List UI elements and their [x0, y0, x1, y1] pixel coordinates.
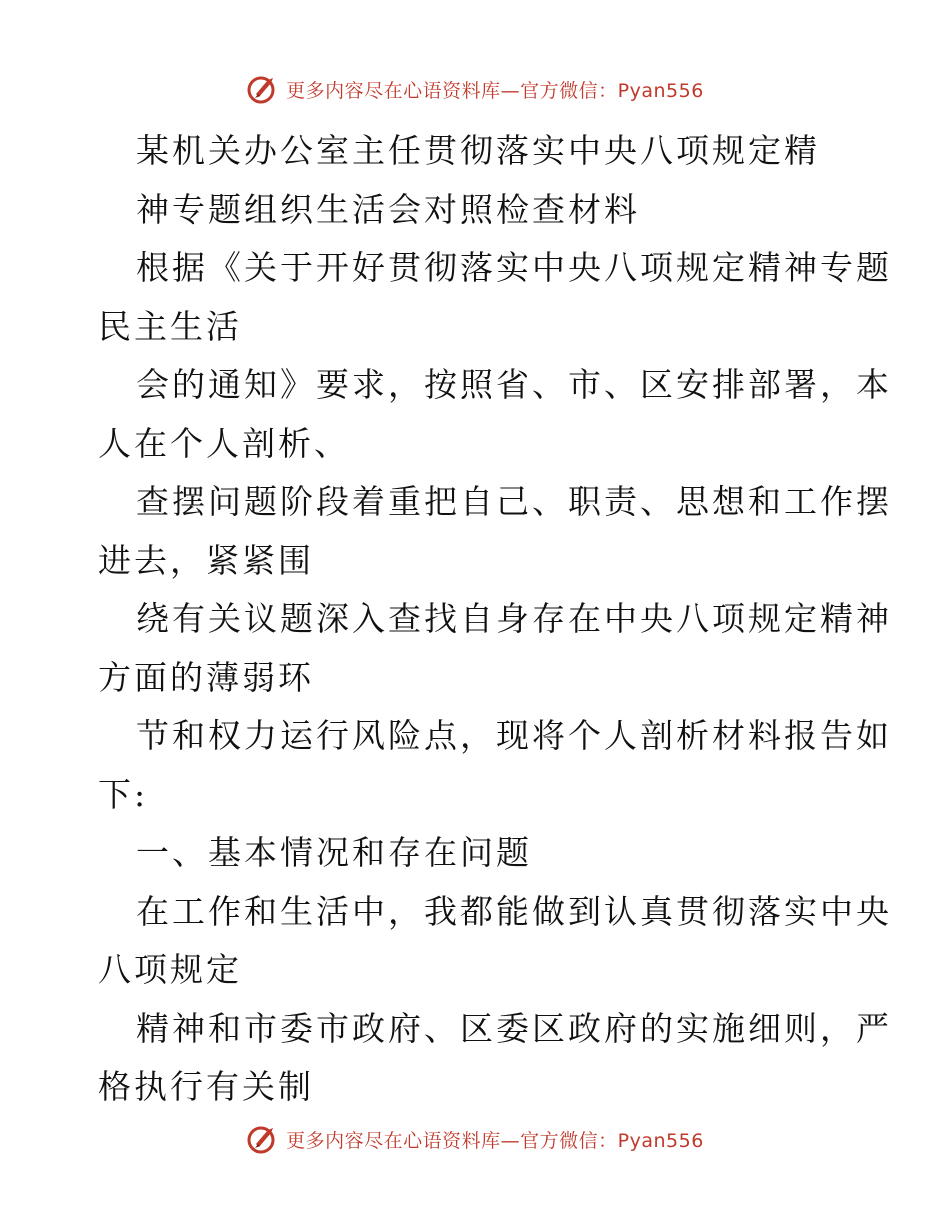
- document-line: 某机关办公室主任贯彻落实中央八项规定精: [136, 131, 820, 170]
- document-line: 神专题组织生活会对照检查材料: [136, 189, 640, 229]
- document-line: 精神和市委市政府、区委区政府的实施细则，严: [136, 1008, 892, 1048]
- document-body: [98, 122, 892, 1117]
- document-line: 格执行有关制: [98, 1067, 314, 1106]
- document-line: 根据《关于开好贯彻落实中央八项规定精神专题: [136, 248, 892, 287]
- document-line: 下:: [98, 774, 149, 814]
- document-line: 查摆问题阶段着重把自己、职责、思想和工作摆: [136, 482, 892, 521]
- document-line: 进去，紧紧围: [98, 540, 314, 580]
- pen-nib-circle-icon: [246, 72, 280, 106]
- document-line: 在工作和生活中，我都能做到认真贯彻落实中央: [136, 891, 892, 931]
- watermark-text: 更多内容尽在心语资料库—官方微信：Pyan556: [286, 1129, 704, 1152]
- document-line: 绕有关议题深入查找自身存在中央八项规定精神: [136, 599, 892, 638]
- document-line: 民主生活: [98, 306, 242, 346]
- document-line: 人在个人剖析、: [98, 423, 350, 463]
- header-watermark-banner: [0, 72, 950, 106]
- document-line: 一、基本情况和存在问题: [136, 833, 532, 872]
- document-line: 节和权力运行风险点，现将个人剖析材料报告如: [136, 716, 892, 755]
- pen-nib-circle-icon: [246, 1122, 280, 1156]
- footer-watermark-banner: [0, 1122, 950, 1156]
- document-line: 方面的薄弱环: [98, 657, 314, 697]
- watermark-text: 更多内容尽在心语资料库—官方微信：Pyan556: [286, 79, 704, 102]
- document-line: 会的通知》要求，按照省、市、区安排部署，本: [136, 365, 892, 404]
- document-line: 八项规定: [98, 950, 242, 989]
